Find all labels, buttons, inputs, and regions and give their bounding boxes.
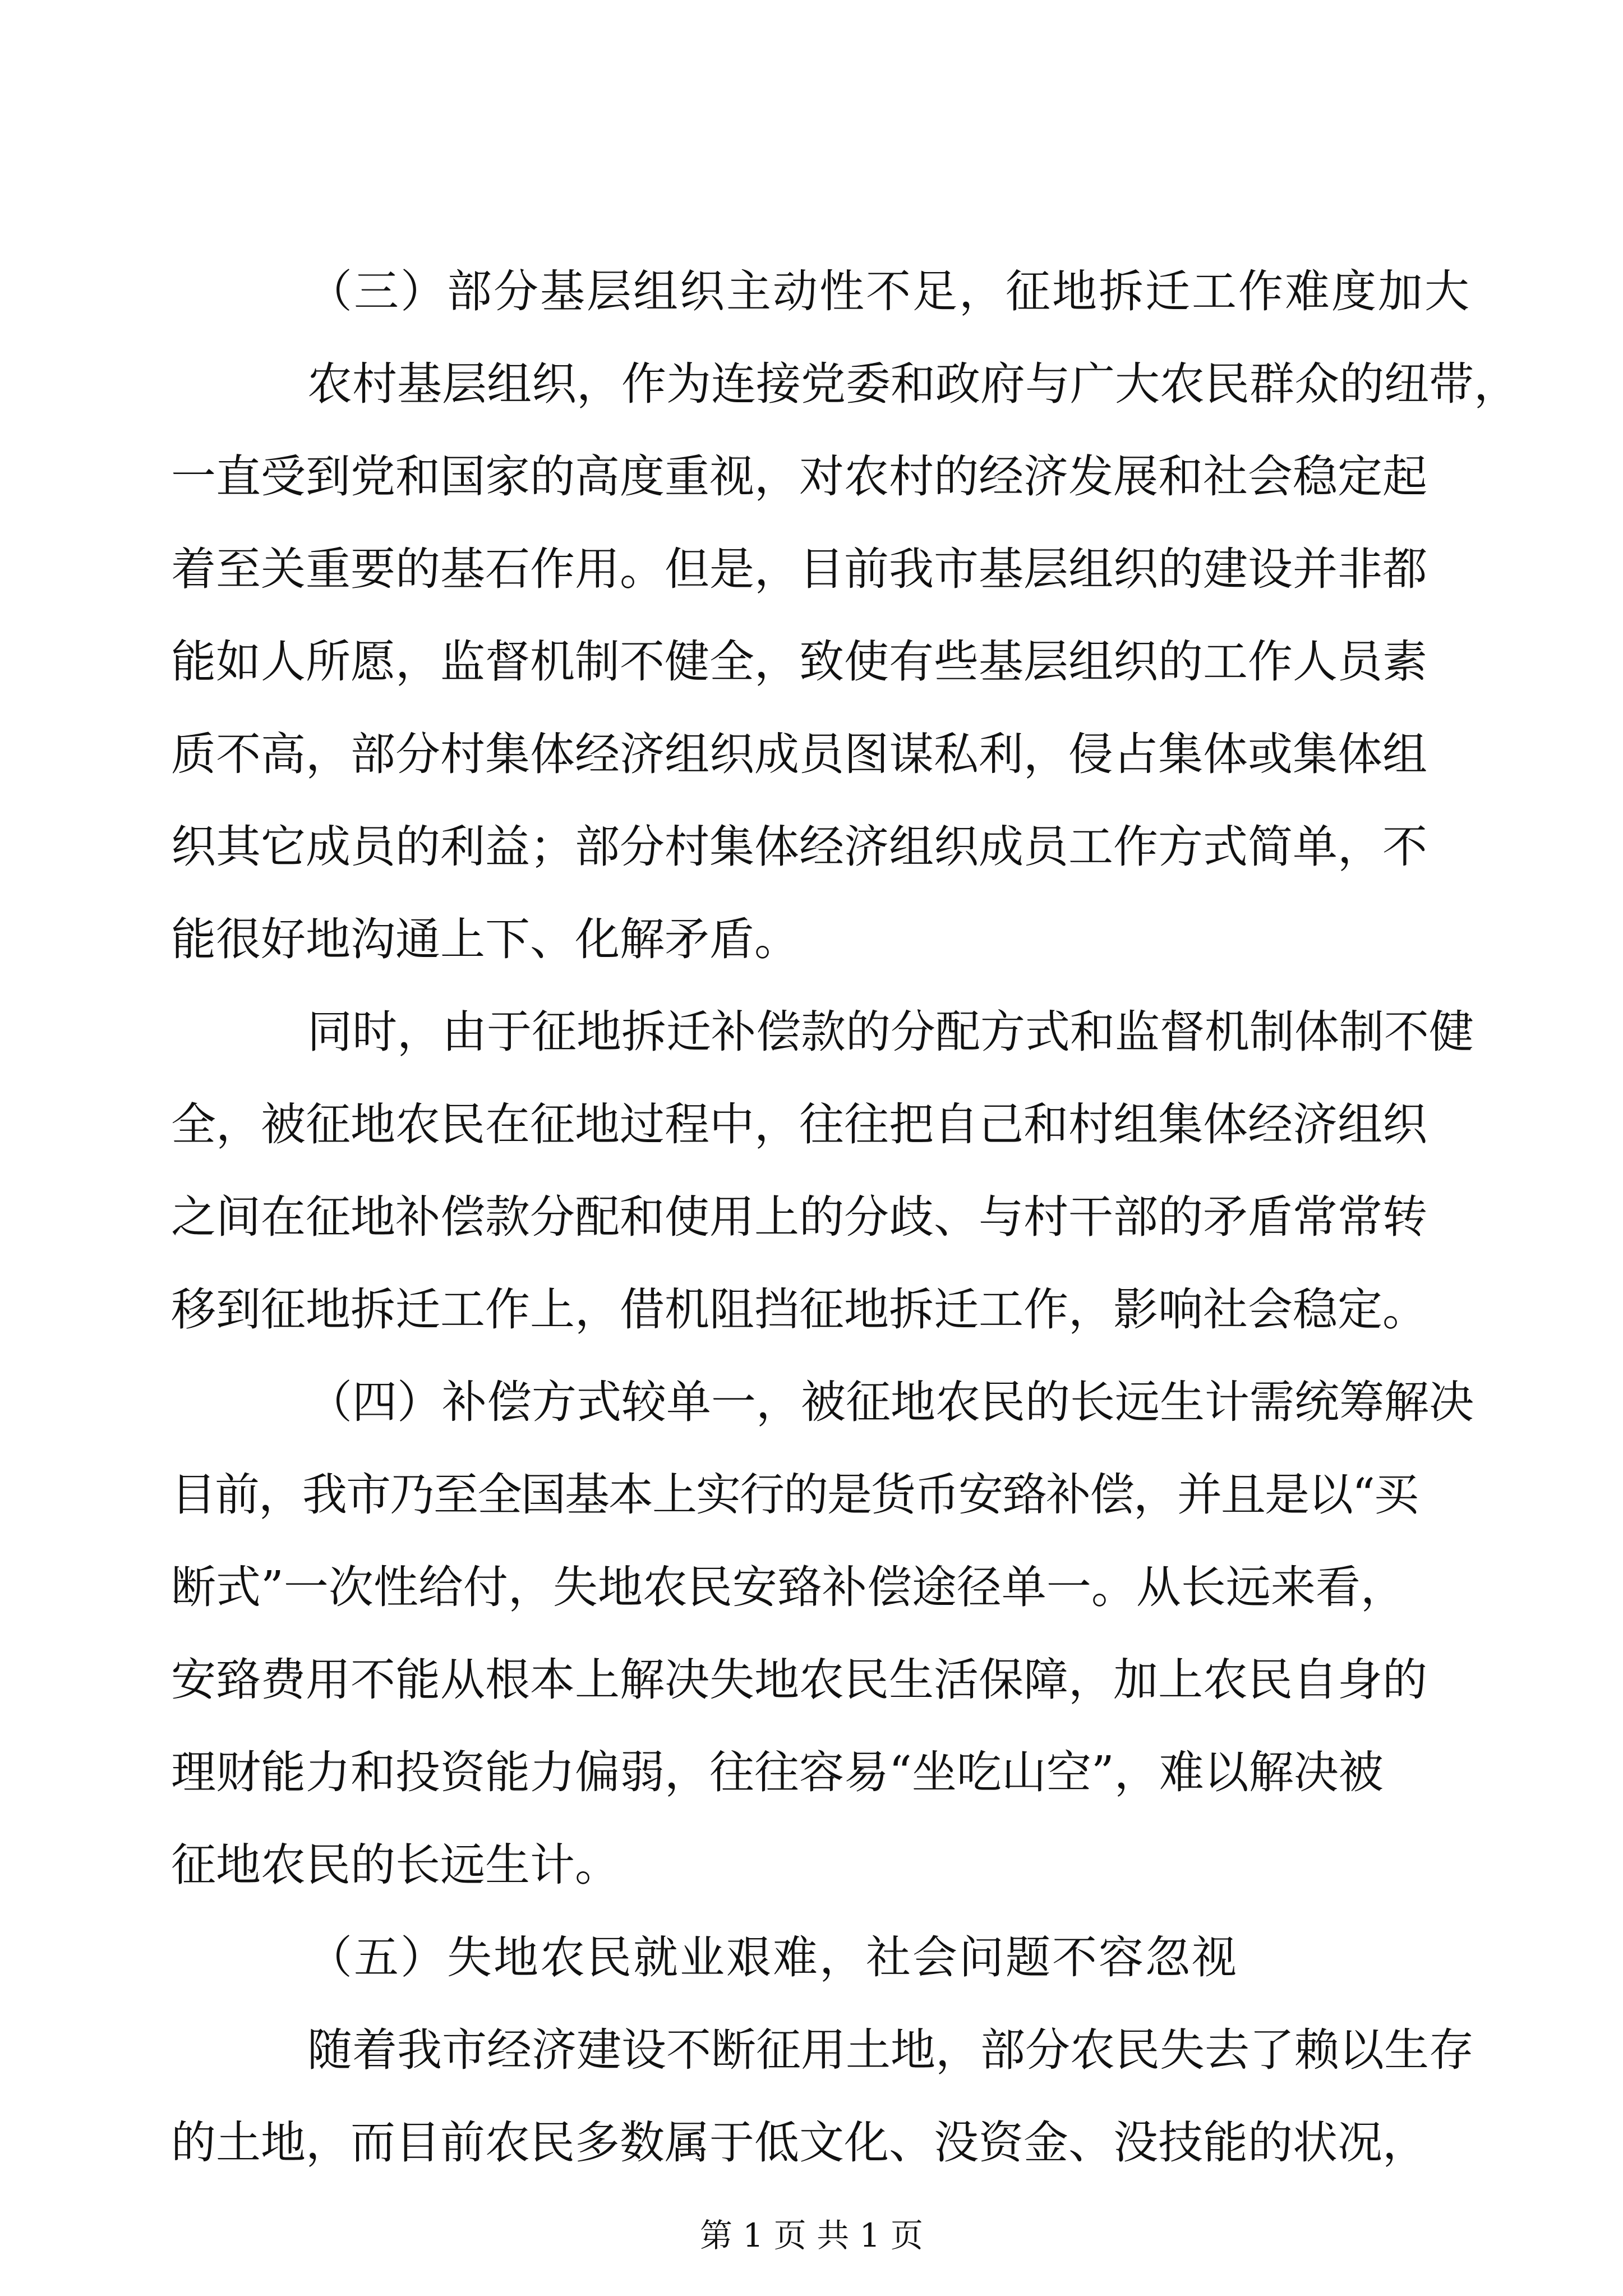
paragraph-line: 农村基层组织，作为连接党委和政府与广大农民群众的纽带， (307, 358, 1519, 410)
page-footer: 第 1 页 共 1 页 (700, 2216, 923, 2254)
paragraph-line: 的土地，而目前农民多数属于低文化、没资金、没技能的状况， (171, 2116, 1427, 2169)
heading-section-4: （四）补偿方式较单一，被征地农民的长远生计需统筹解决 (307, 1376, 1474, 1428)
paragraph-line: 安臵费用不能从根本上解决失地农民生活保障，加上农民自身的 (171, 1654, 1427, 1706)
paragraph-line: 之间在征地补偿款分配和使用上的分歧、与村干部的矛盾常常转 (171, 1191, 1427, 1243)
paragraph-line: 质不高，部分村集体经济组织成员图谋私利，侵占集体或集体组 (171, 728, 1427, 780)
paragraph-line: 随着我市经济建设不断征用土地，部分农民失去了赖以生存 (307, 2024, 1474, 2076)
paragraph-line: 全，被征地农民在征地过程中，往往把自己和村组集体经济组织 (171, 1098, 1427, 1151)
heading-section-5: （五）失地农民就业艰难，社会问题不容忽视 (307, 1931, 1238, 1984)
paragraph-line: 同时，由于征地拆迁补偿款的分配方式和监督机制体制不健 (307, 1006, 1474, 1058)
paragraph-line: 移到征地拆迁工作上，借机阻挡征地拆迁工作，影响社会稳定。 (171, 1283, 1427, 1336)
paragraph-line: 征地农民的长远生计。 (171, 1839, 620, 1891)
paragraph-line: 织其它成员的利益；部分村集体经济组织成员工作方式简单，不 (171, 821, 1427, 873)
heading-section-3: （三）部分基层组织主动性不足，征地拆迁工作难度加大 (307, 265, 1471, 318)
paragraph-line: 理财能力和投资能力偏弱，往往容易“坐吃山空”，难以解决被 (171, 1746, 1384, 1798)
paragraph-line: 能很好地沟通上下、化解矛盾。 (171, 913, 799, 965)
paragraph-line: 一直受到党和国家的高度重视，对农村的经济发展和社会稳定起 (171, 450, 1427, 503)
paragraph-line: 能如人所愿，监督机制不健全，致使有些基层组织的工作人员素 (171, 636, 1427, 688)
paragraph-line: 着至关重要的基石作用。但是，目前我市基层组织的建设并非都 (171, 543, 1427, 595)
paragraph-line: 目前，我市乃至全国基本上实行的是货币安臵补偿，并且是以“买 (171, 1469, 1418, 1521)
paragraph-line: 断式”一次性给付，失地农民安臵补偿途径单一。从长远来看， (171, 1561, 1405, 1613)
